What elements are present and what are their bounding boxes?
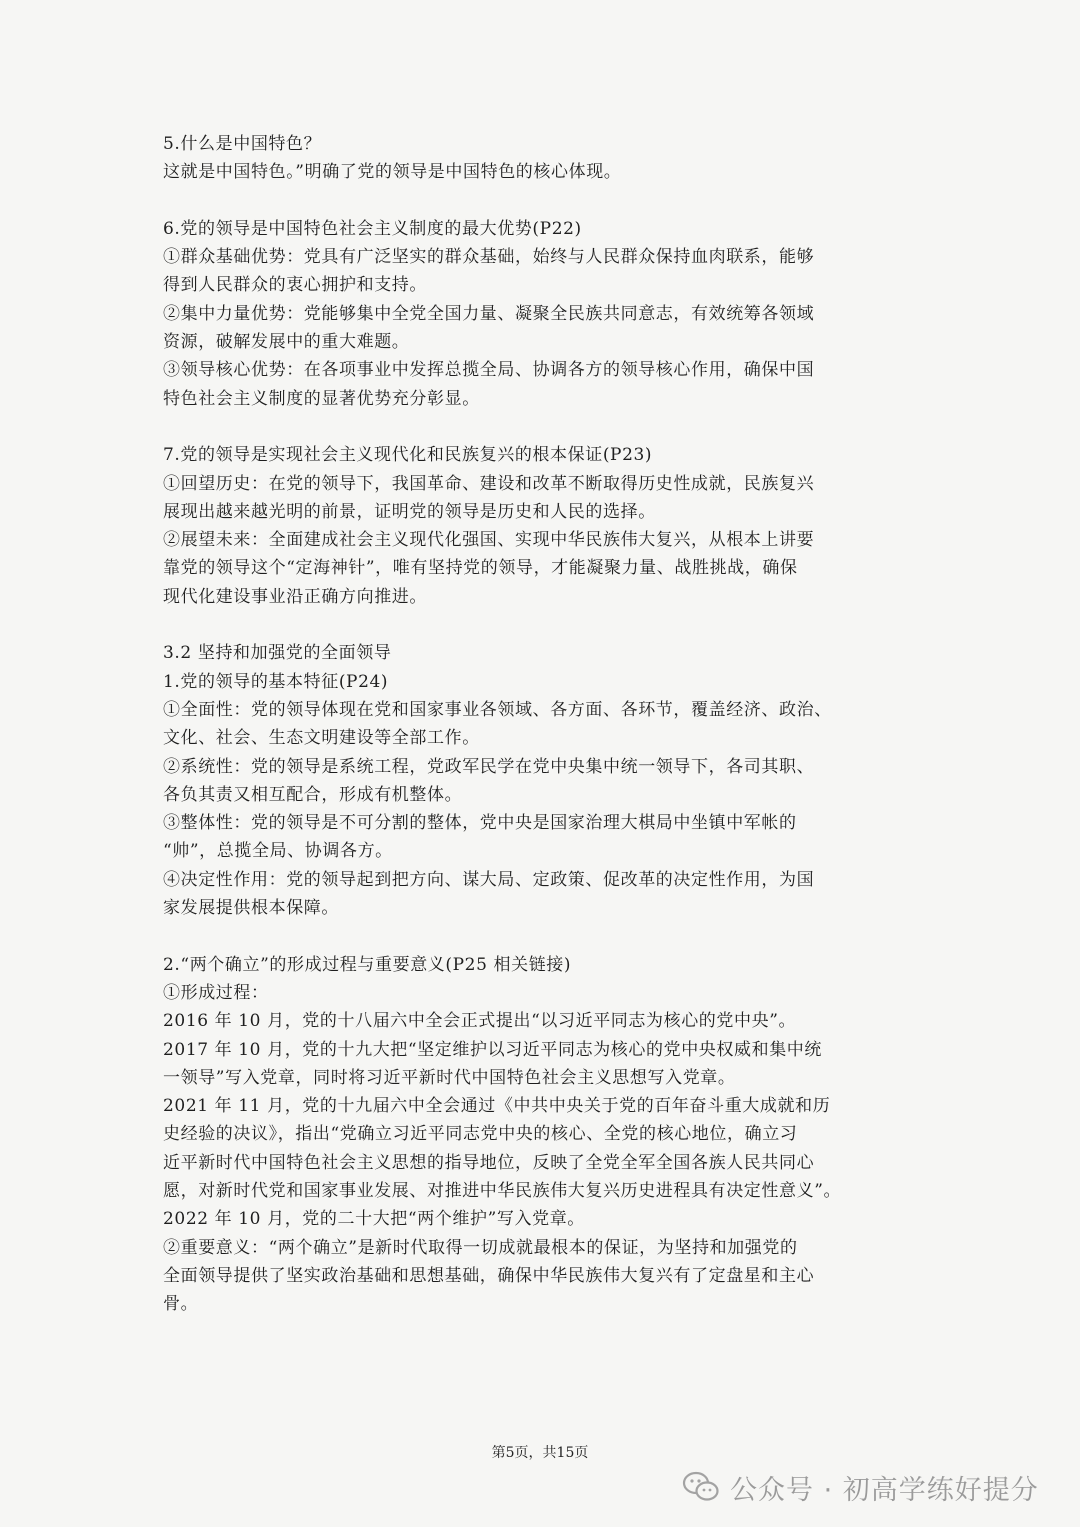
text-line: 愿，对新时代党和国家事业发展、对推进中华民族伟大复兴历史进程具有决定性意义”。 (163, 1180, 842, 1201)
text-line: 现代化建设事业沿正确方向推进。 (163, 586, 427, 607)
text-line: 得到人民群众的衷心拥护和支持。 (163, 275, 427, 296)
watermark-text: 公众号 · 初高学练好提分 (730, 1474, 1039, 1506)
text-line: 2022 年 10 月，党的二十大把“两个维护”写入党章。 (163, 1209, 585, 1230)
text-line: ②集中力量优势：党能够集中全党全国力量、凝聚全民族共同意志，有效统筹各领域 (163, 303, 815, 324)
text-line: 1.党的领导的基本特征(P24) (163, 671, 389, 692)
text-line: ①形成过程： (163, 982, 269, 1003)
paragraph-gap (163, 187, 923, 215)
text-line: 文化、社会、生态文明建设等全部工作。 (163, 728, 480, 749)
text-line: 展现出越来越光明的前景，证明党的领导是历史和人民的选择。 (163, 501, 656, 522)
section-heading: 3.2 坚持和加强党的全面领导 (163, 643, 392, 664)
text-line: 家发展提供根本保障。 (163, 898, 339, 919)
text-line: ①全面性：党的领导体现在党和国家事业各领域、各方面、各环节，覆盖经济、政治、 (163, 699, 832, 720)
text-line: 一领导”写入党章，同时将习近平新时代中国特色社会主义思想写入党章。 (163, 1067, 736, 1088)
text-line: ②重要意义：“两个确立”是新时代取得一切成就最根本的保证，为坚持和加强党的 (163, 1237, 798, 1258)
paragraph-gap (163, 611, 923, 639)
page-number: 第5页，共15页 (491, 1445, 589, 1461)
text-line: 2021 年 11 月，党的十九届六中全会通过《中共中央关于党的百年奋斗重大成就和历 (163, 1096, 831, 1117)
text-line: 特色社会主义制度的显著优势充分彰显。 (163, 388, 480, 409)
text-line: 这就是中国特色。”明确了党的领导是中国特色的核心体现。 (163, 162, 622, 183)
text-line: 全面领导提供了坚实政治基础和思想基础，确保中华民族伟大复兴有了定盘星和主心 (163, 1265, 815, 1286)
wechat-icon (682, 1470, 720, 1504)
text-line: 资源，破解发展中的重大难题。 (163, 332, 410, 353)
text-line: ②展望未来：全面建成社会主义现代化强国、实现中华民族伟大复兴，从根本上讲要 (163, 530, 815, 551)
text-line: 2017 年 10 月，党的十九大把“坚定维护以习近平同志为核心的党中央权威和集中统 (163, 1039, 822, 1060)
text-line: ③整体性：党的领导是不可分割的整体，党中央是国家治理大棋局中坐镇中军帐的 (163, 813, 797, 834)
text-line: 2016 年 10 月，党的十八届六中全会正式提出“以习近平同志为核心的党中央”。 (163, 1011, 797, 1032)
paragraph-gap (163, 922, 923, 950)
text-line: ①回望历史：在党的领导下，我国革命、建设和改革不断取得历史性成就，民族复兴 (163, 473, 815, 494)
text-line: 近平新时代中国特色社会主义思想的指导地位，反映了全党全军全国各族人民共同心 (163, 1152, 815, 1173)
text-line: 骨。 (163, 1294, 199, 1315)
text-line: ③领导核心优势：在各项事业中发挥总揽全局、协调各方的领导核心作用，确保中国 (163, 360, 815, 381)
watermark (682, 1462, 1039, 1512)
text-line: 史经验的决议》，指出“党确立习近平同志党中央的核心、全党的核心地位，确立习 (163, 1124, 798, 1145)
text-line: 各负其责又相互配合，形成有机整体。 (163, 784, 463, 805)
text-line: ②系统性：党的领导是系统工程，党政军民学在党中央集中统一领导下，各司其职、 (163, 756, 815, 777)
section-heading: 5.什么是中国特色？ (163, 134, 322, 154)
document-body (163, 130, 923, 1318)
text-line: ④决定性作用：党的领导起到把方向、谋大局、定政策、促改革的决定性作用，为国 (163, 869, 815, 890)
section-heading: 7.党的领导是实现社会主义现代化和民族复兴的根本保证(P23) (163, 445, 653, 466)
text-line: “帅”，总揽全局、协调各方。 (163, 841, 393, 862)
paragraph-gap (163, 413, 923, 441)
section-heading: 2.“两个确立”的形成过程与重要意义(P25 相关链接) (163, 954, 572, 975)
section-heading: 6.党的领导是中国特色社会主义制度的最大优势(P22) (163, 218, 582, 239)
text-line: ①群众基础优势：党具有广泛坚实的群众基础，始终与人民群众保持血肉联系，能够 (163, 247, 815, 268)
text-line: 靠党的领导这个“定海神针”，唯有坚持党的领导，才能凝聚力量、战胜挑战，确保 (163, 558, 798, 579)
